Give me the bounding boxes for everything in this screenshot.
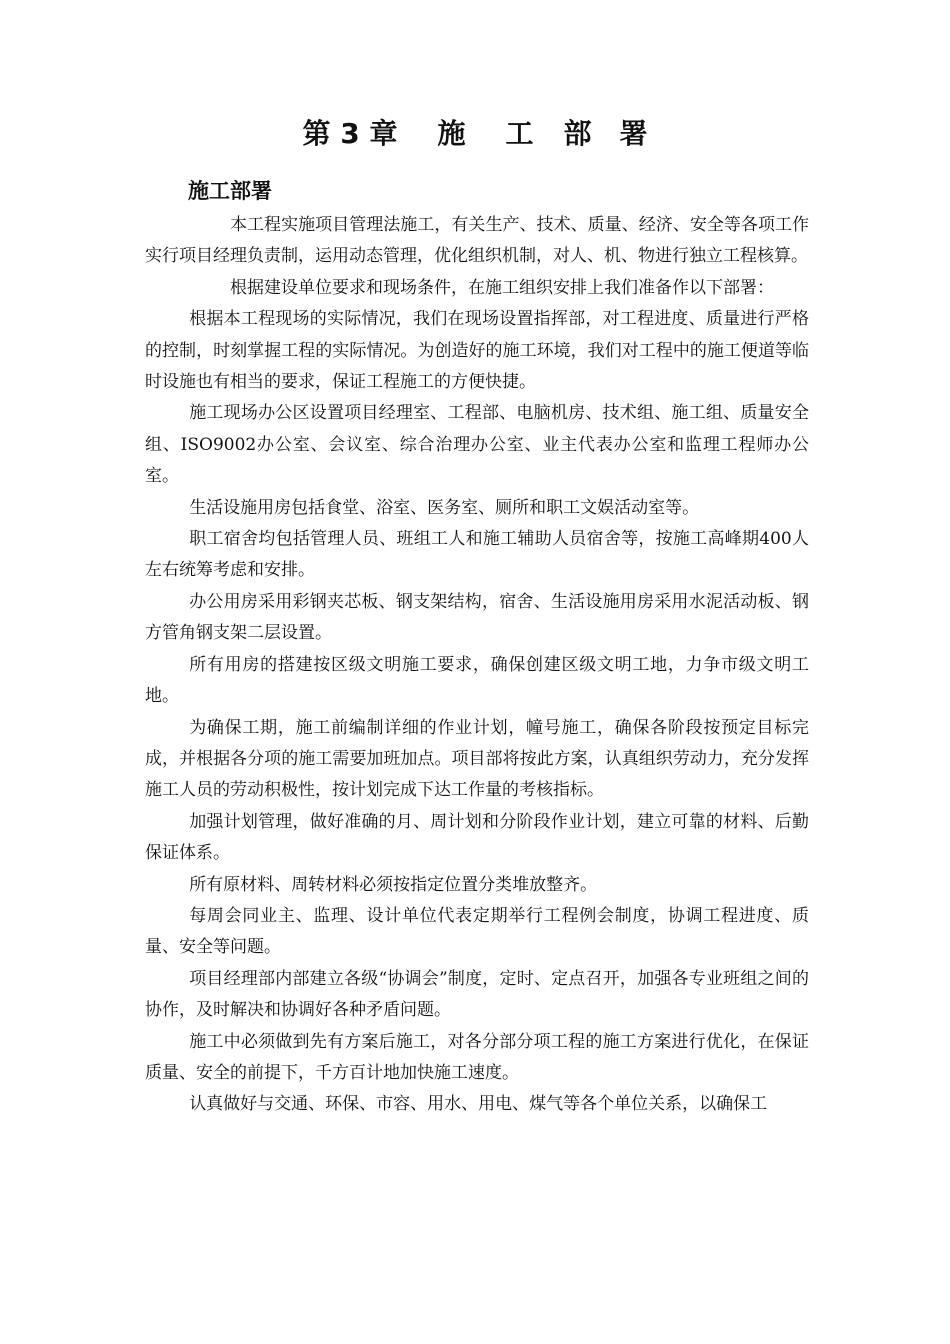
paragraph: 职工宿舍均包括管理人员、班组工人和施工辅助人员宿舍等，按施工高峰期400人左右统筹考虑和安排。 [145,529,809,581]
chapter-title-char: 工 [505,117,534,150]
paragraph: 根据建设单位要求和现场条件，在施工组织安排上我们准备作以下部署： [230,277,774,298]
paragraph: 每周会同业主、监理、设计单位代表定期举行工程例会制度，协调工程进度、质量、安全等问题。 [145,905,809,958]
paragraph: 为确保工期，施工前编制详细的作业计划，幢号施工，确保各阶段按预定目标完成，并根据各分项的施工需要加班加点。项目部将按此方案，认真组织劳动力，充分发挥施工人员的劳动积极性，按计划完成下达工作量的考核指标。 [145,717,809,801]
chapter-number: 第 3 章 [302,117,398,150]
paragraph: 本工程实施项目管理法施工，有关生产、技术、质量、经济、安全等各项工作实行项目经理负责制，运用动态管理，优化组织机制，对人、机、物进行独立工程核算。 [145,215,809,267]
paragraph: 项目经理部内部建立各级“协调会”制度，定时、定点召开，加强各专业班组之间的协作，及时解决和协调好各种矛盾问题。 [145,968,809,1021]
chapter-title-char: 部 [563,117,592,150]
paragraph: 办公用房采用彩钢夹芯板、钢支架结构，宿舍、生活设施用房采用水泥活动板、钢方管角钢支架二层设置。 [145,591,809,644]
paragraph: 加强计划管理，做好准确的月、周计划和分阶段作业计划，建立可靠的材料、后勤保证体系。 [145,811,809,864]
chapter-title-char: 施 [437,117,466,150]
paragraph: 生活设施用房包括食堂、浴室、医务室、厕所和职工文娱活动室等。 [189,497,700,518]
body-text [145,210,809,1121]
paragraph: 所有原材料、周转材料必须按指定位置分类堆放整齐。 [189,874,598,895]
chapter-title [0,112,950,156]
chapter-title-char: 署 [619,117,648,150]
paragraph: 施工现场办公区设置项目经理室、工程部、电脑机房、技术组、施工组、质量安全组、ISO9002办公室、会议室、综合治理办公室、业主代表办公室和监理工程师办公室。 [145,403,809,487]
section-heading: 施工部署 [188,179,272,203]
paragraph: 根据本工程现场的实际情况，我们在现场设置指挥部，对工程进度、质量进行严格的控制，时刻掌握工程的实际情况。为创造好的施工环境，我们对工程中的施工便道等临时设施也有相当的要求，保证工程施工的方便快捷。 [145,309,809,393]
paragraph: 施工中必须做到先有方案后施工，对各分部分项工程的施工方案进行优化，在保证质量、安全的前提下，千方百计地加快施工速度。 [145,1031,809,1083]
paragraph: 认真做好与交通、环保、市容、用水、用电、煤气等各个单位关系，以确保工 [189,1094,768,1115]
paragraph: 所有用房的搭建按区级文明施工要求，确保创建区级文明工地，力争市级文明工地。 [145,654,809,707]
